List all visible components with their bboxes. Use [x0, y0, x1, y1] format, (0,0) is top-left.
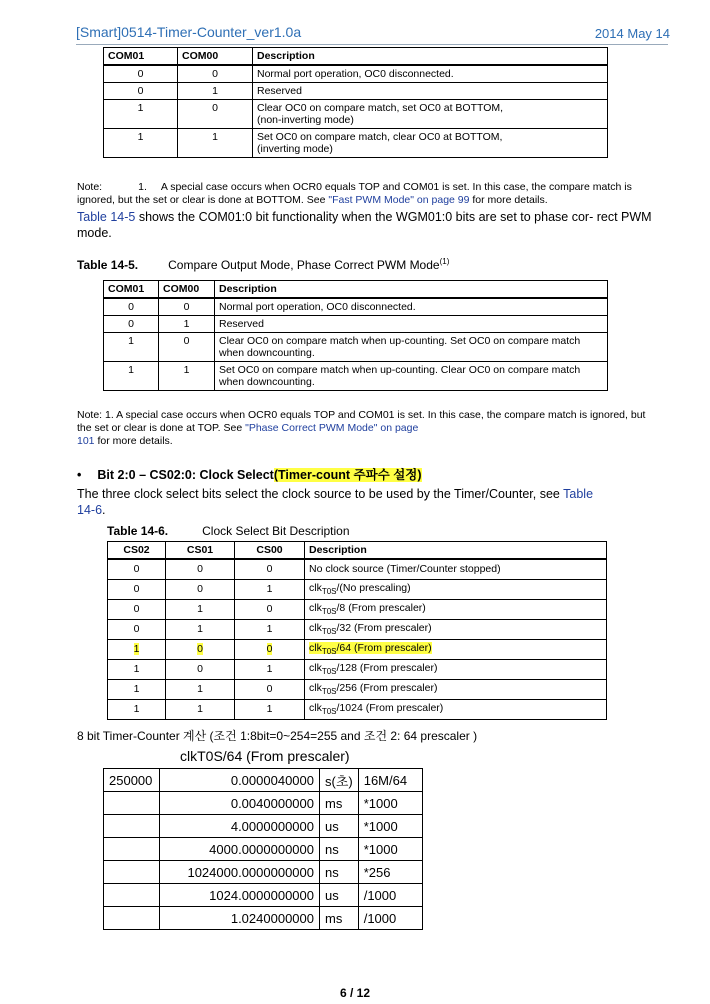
bit-value [235, 579, 305, 599]
frequency-cell [104, 792, 160, 815]
note-text: A special case occurs when OCR0 equals TOP and COM01 is set. In this case, the compare match is [160, 181, 632, 193]
description-cell [253, 83, 608, 100]
description-line: Clear OC0 on compare match, set OC0 at BOTTOM, [257, 102, 504, 114]
column-header: COM00 [178, 48, 253, 66]
operation-cell: *1000 [358, 838, 422, 861]
table-row [104, 333, 608, 362]
description-cell [253, 100, 608, 129]
paragraph-text: mode. [77, 226, 112, 240]
table-row [104, 316, 608, 333]
bit-text: 0 [197, 583, 203, 595]
clock-select-table [107, 541, 607, 720]
bullet-icon: • [77, 468, 82, 482]
table-row [108, 679, 607, 699]
bit-text: 0 [197, 563, 203, 576]
value-cell: 1024.0000000000 [160, 884, 320, 907]
frequency-cell [104, 884, 160, 907]
bit-value: 1 [178, 83, 253, 100]
bit-value [166, 699, 235, 719]
unit-cell: ns [320, 861, 359, 884]
value-cell: 4000.0000000000 [160, 838, 320, 861]
clock-subscript: T0S [321, 667, 337, 677]
column-header: COM01 [104, 281, 159, 299]
description-line: Set OC0 on compare match when up-counting. Clear OC0 on compare match [219, 364, 581, 376]
clock-select-heading [77, 465, 422, 483]
bit-text: 1 [266, 623, 273, 635]
bit-value [108, 679, 166, 699]
unit-cell: ms [320, 792, 359, 815]
unit-cell: s(초) [320, 769, 359, 792]
description-line: when downcounting. [219, 347, 315, 359]
page-101-link[interactable]: 101 [77, 435, 95, 447]
bit-value: 1 [159, 362, 215, 391]
clock-name: clk [309, 701, 322, 714]
bit-value: 0 [178, 65, 253, 83]
table-header-row [104, 48, 608, 66]
bit-value: 1 [104, 129, 178, 158]
paragraph-text: . [102, 503, 106, 517]
bit-value [108, 599, 166, 619]
bit-value [235, 659, 305, 679]
compare-output-table-fast-pwm [103, 47, 608, 158]
bit-value [166, 579, 235, 599]
column-header: Description [305, 542, 607, 560]
bit-value [166, 639, 235, 659]
operation-cell: *1000 [358, 792, 422, 815]
bit-value: 0 [104, 316, 159, 333]
bit-value: 1 [178, 129, 253, 158]
bit-text: 0 [197, 643, 203, 655]
bit-value [108, 559, 166, 579]
bit-text: 0 [133, 623, 140, 635]
table-row [104, 65, 608, 83]
bit-text: 1 [266, 703, 273, 715]
bit-value [235, 559, 305, 579]
description-text [309, 621, 432, 637]
bit-text: 0 [133, 603, 140, 615]
bit-value: 0 [104, 83, 178, 100]
column-header: CS00 [235, 542, 305, 560]
table-row [104, 298, 608, 316]
column-header: COM01 [104, 48, 178, 66]
description-cell [305, 679, 607, 699]
operation-cell: *256 [358, 861, 422, 884]
value-cell: 4.0000000000 [160, 815, 320, 838]
table-header-row [108, 542, 607, 560]
page-number: 6 / 12 [339, 986, 371, 1000]
header-divider [76, 44, 668, 45]
bit-text: 1 [133, 683, 140, 695]
operation-cell: *1000 [358, 815, 422, 838]
bit-text: 1 [197, 603, 203, 615]
clock-name: No clock source (Timer/Counter stopped) [309, 563, 501, 576]
bit-text: 1 [197, 683, 203, 695]
description-cell [305, 659, 607, 679]
clock-divider: /8 (From prescaler) [336, 601, 426, 614]
table-title: Clock Select Bit Description [202, 524, 350, 538]
bit-value [235, 699, 305, 719]
description-cell [215, 298, 608, 316]
description-line: Clear OC0 on compare match when up-counting. Set OC0 on compare match [219, 335, 581, 347]
clock-name: clk [309, 601, 322, 614]
table-row [108, 659, 607, 679]
table-row [104, 129, 608, 158]
calc-row [104, 792, 423, 815]
clock-subscript: T0S [321, 607, 337, 617]
table-label: Table 14-5. [77, 258, 139, 272]
table-row [108, 639, 607, 659]
bit-value [108, 659, 166, 679]
bit-text: 1 [266, 583, 273, 595]
table-14-6-link[interactable]: 14-6 [77, 503, 103, 517]
unit-cell: ns [320, 838, 359, 861]
clock-subscript: T0S [321, 687, 337, 697]
note-text: for more details. [94, 435, 173, 447]
bit-text: 0 [197, 663, 203, 675]
table-14-6-caption [107, 524, 350, 538]
calc-row [104, 769, 423, 792]
bit-text: 1 [266, 663, 273, 675]
bit-value: 0 [159, 333, 215, 362]
heading-text: Bit 2:0 – CS02:0: Clock Select [97, 468, 274, 482]
description-text [309, 641, 432, 657]
table-row [108, 579, 607, 599]
bit-value [166, 659, 235, 679]
calculation-intro: 8 bit Timer-Counter 계산 (조건 1:8bit=0~254=255 and 조건 2: 64 prescaler ) [77, 729, 478, 743]
value-cell: 0.0000040000 [160, 769, 320, 792]
table-row [108, 559, 607, 579]
phase-correct-pwm-link[interactable]: "Phase Correct PWM Mode" on page [245, 422, 419, 434]
unit-cell: us [320, 815, 359, 838]
clock-name: clk [309, 581, 322, 594]
description-line: Normal port operation, OC0 disconnected. [219, 301, 416, 313]
description-line: when downcounting. [219, 376, 315, 388]
description-text [309, 661, 438, 677]
calc-row [104, 884, 423, 907]
bit-text: 1 [133, 663, 140, 675]
paragraph-table-14-5-intro [77, 209, 677, 241]
bit-value [235, 619, 305, 639]
description-cell [305, 599, 607, 619]
bit-value [235, 599, 305, 619]
note-phase-correct [77, 409, 677, 448]
calc-title: clkT0S/64 (From prescaler) [180, 748, 350, 764]
description-cell [215, 333, 608, 362]
bit-value: 1 [104, 100, 178, 129]
calc-row [104, 861, 423, 884]
table-row [104, 83, 608, 100]
column-header: Description [215, 281, 608, 299]
table-14-5-caption [77, 257, 449, 272]
bit-text: 0 [266, 603, 273, 615]
unit-cell: us [320, 884, 359, 907]
paragraph-clock-select [77, 486, 677, 518]
unit-cell: ms [320, 907, 359, 930]
clock-divider: /32 (From prescaler) [336, 621, 432, 634]
description-line: (inverting mode) [257, 143, 333, 155]
value-cell: 1.0240000000 [160, 907, 320, 930]
description-cell [215, 316, 608, 333]
note-prefix: Note: [77, 181, 103, 193]
paragraph-text: shows the COM01:0 bit functionality when the WGM01:0 bits are set to phase cor- rect PWM [135, 210, 652, 224]
clock-divider: /64 (From prescaler) [336, 641, 432, 654]
table-row [104, 362, 608, 391]
bit-text: 1 [133, 643, 140, 655]
bit-value: 0 [178, 100, 253, 129]
table-14-5-link[interactable]: Table 14-5 [77, 210, 136, 224]
clock-divider: /(No prescaling) [336, 581, 411, 594]
table-row [104, 100, 608, 129]
compare-output-table-phase-correct [103, 280, 608, 391]
description-cell [253, 129, 608, 158]
bit-value [108, 579, 166, 599]
description-line: (non-inverting mode) [257, 114, 354, 126]
clock-subscript: T0S [321, 627, 337, 637]
footnote-marker: (1) [439, 257, 450, 266]
description-line: Reserved [219, 318, 264, 330]
frequency-cell [104, 838, 160, 861]
frequency-cell [104, 861, 160, 884]
table-row [108, 699, 607, 719]
clock-name: clk [309, 661, 322, 674]
bit-value: 1 [104, 362, 159, 391]
table-label: Table 14-6. [107, 524, 169, 538]
bit-text: 0 [266, 643, 273, 655]
description-text [309, 581, 411, 597]
bit-value [108, 619, 166, 639]
operation-cell: 16M/64 [358, 769, 422, 792]
column-header: CS02 [108, 542, 166, 560]
calc-row [104, 815, 423, 838]
paragraph-text: The three clock select bits select the clock source to be used by the Timer/Counter, see [77, 487, 564, 501]
description-line: Normal port operation, OC0 disconnected. [257, 68, 454, 80]
description-cell [215, 362, 608, 391]
description-line: Set OC0 on compare match, clear OC0 at BOTTOM, [257, 131, 503, 143]
calc-row [104, 907, 423, 930]
document-title: [Smart]0514-Timer-Counter_ver1.0a [76, 24, 302, 40]
note-number: 1. [138, 181, 147, 193]
frequency-cell [104, 907, 160, 930]
bit-value [108, 699, 166, 719]
table-row [108, 599, 607, 619]
clock-subscript: T0S [321, 707, 337, 717]
clock-divider: /128 (From prescaler) [336, 661, 438, 674]
clock-subscript: T0S [321, 647, 337, 657]
note-text: ignored, but the set or clear is done at BOTTOM. See [77, 194, 329, 206]
frequency-cell: 250000 [104, 769, 160, 792]
description-cell [253, 65, 608, 83]
bit-text: 1 [133, 703, 140, 715]
calc-row [104, 838, 423, 861]
bit-text: 1 [197, 623, 203, 635]
clock-name: clk [309, 621, 322, 634]
clock-subscript: T0S [321, 587, 337, 597]
bit-value: 1 [104, 333, 159, 362]
column-header: COM00 [159, 281, 215, 299]
description-cell [305, 699, 607, 719]
note-fast-pwm [77, 181, 677, 207]
highlighted-note: (Timer-count 주파수 설정) [273, 468, 422, 482]
bit-value [108, 639, 166, 659]
bit-text: 0 [133, 563, 140, 576]
bit-value [166, 619, 235, 639]
column-header: CS01 [166, 542, 235, 560]
bit-text: 0 [266, 683, 273, 695]
description-text [309, 701, 444, 717]
value-cell: 1024000.0000000000 [160, 861, 320, 884]
bit-value: 0 [159, 298, 215, 316]
clock-name: clk [309, 681, 322, 694]
timer-calculation-table [103, 768, 423, 930]
description-text [309, 563, 501, 575]
clock-divider: /256 (From prescaler) [336, 681, 438, 694]
description-cell [305, 559, 607, 579]
bit-value [166, 599, 235, 619]
operation-cell: /1000 [358, 884, 422, 907]
table-14-6-link[interactable]: Table [563, 487, 594, 501]
note-text: the set or clear is done at TOP. See [77, 422, 246, 434]
description-text [309, 681, 438, 697]
clock-name: clk [309, 641, 322, 654]
value-cell: 0.0040000000 [160, 792, 320, 815]
description-cell [305, 639, 607, 659]
bit-value [235, 679, 305, 699]
table-title: Compare Output Mode, Phase Correct PWM Mode [168, 258, 440, 272]
note-text: Note: 1. A special case occurs when OCR0 equals TOP and COM01 is set. In this case, the compare match is ignored, but [77, 409, 646, 421]
bit-value [166, 559, 235, 579]
clock-divider: /1024 (From prescaler) [336, 701, 444, 714]
fast-pwm-link[interactable]: "Fast PWM Mode" on page 99 [328, 194, 470, 206]
column-header: Description [253, 48, 608, 66]
bit-text: 1 [197, 703, 203, 715]
bit-text: 0 [266, 563, 273, 576]
bit-value [166, 679, 235, 699]
description-line: Reserved [257, 85, 302, 97]
frequency-cell [104, 815, 160, 838]
description-cell [305, 619, 607, 639]
bit-value: 1 [159, 316, 215, 333]
table-row [108, 619, 607, 639]
note-text: for more details. [469, 194, 548, 206]
table-header-row [104, 281, 608, 299]
description-text [309, 601, 426, 617]
bit-value: 0 [104, 298, 159, 316]
document-date: 2014 May 14 [594, 26, 670, 41]
operation-cell: /1000 [358, 907, 422, 930]
bit-value: 0 [104, 65, 178, 83]
description-cell [305, 579, 607, 599]
bit-value [235, 639, 305, 659]
bit-text: 0 [133, 583, 140, 595]
